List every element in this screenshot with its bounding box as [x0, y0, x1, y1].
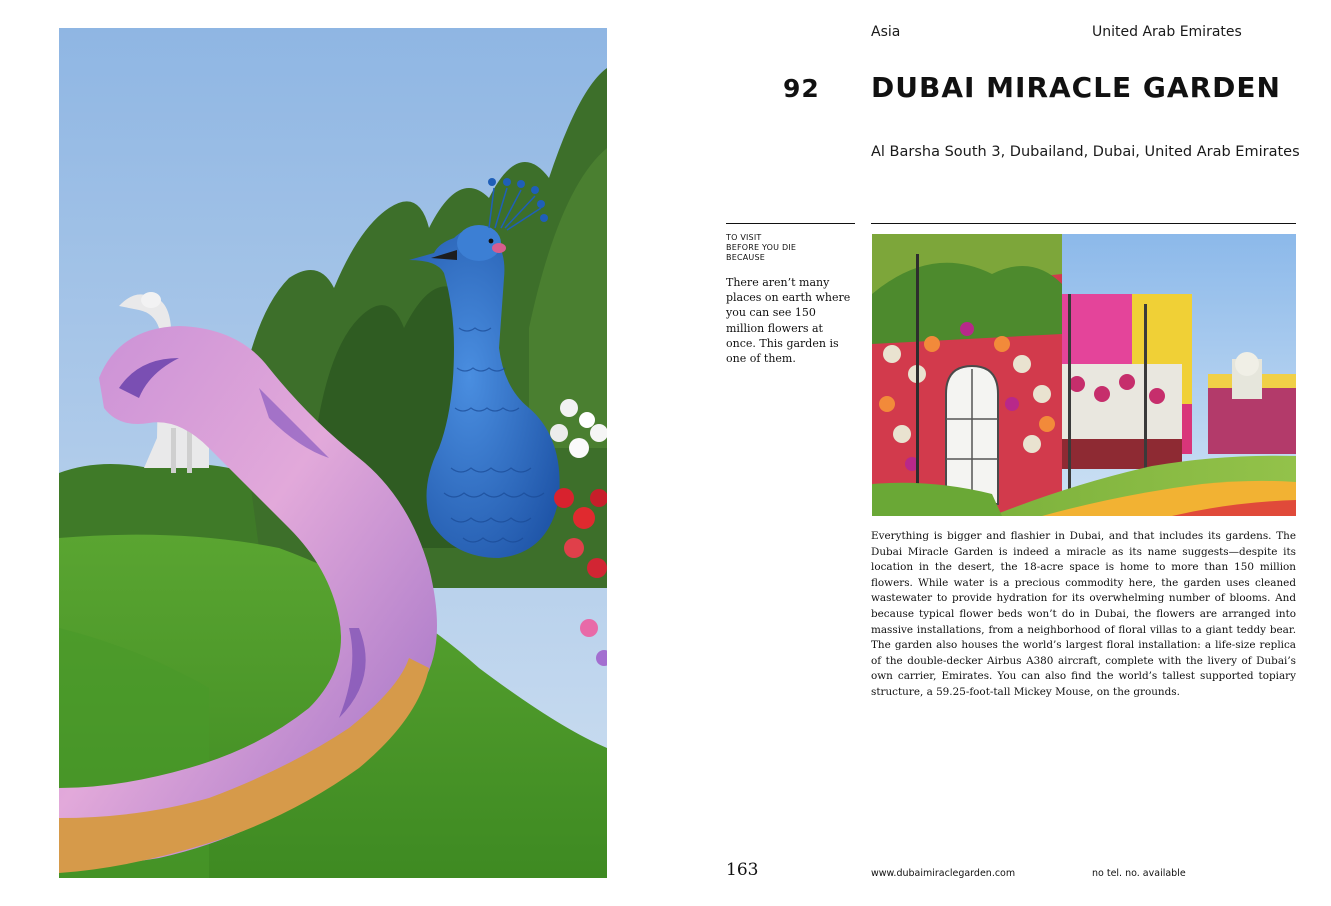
entry-number: 92 [783, 74, 820, 103]
main-divider [871, 223, 1296, 224]
phone-info: no tel. no. available [1092, 868, 1186, 879]
sidebar-label-line: TO VISIT [726, 233, 762, 242]
region-label: Asia [871, 24, 901, 40]
body-text: Everything is bigger and flashier in Dubai, and that includes its gardens. The Dubai Miracle Garden is indeed a miracle as its name suggests—despite its location in the desert, the 18-acre space is home to more than 150 million flowers. While water is a precious commodity here, the garden uses cleaned wastewater to provide hydration for its overwhelming number of blooms. And because typical flower beds won’t do in Dubai, the flowers are arranged into massive installations, from a neighborhood of floral villas to a giant teddy bear. The garden also houses the world’s largest floral installation: a life-size replica of the double-decker Airbus A380 aircraft, complete with the livery of Dubai’s own carrier, Emirates. You can also find the world’s tallest supported topiary structure, a 59.25-foot-tall Mickey Mouse, on the grounds. [871, 530, 1296, 698]
sidebar-label-line: BEFORE YOU DIE [726, 243, 797, 252]
website-link[interactable]: www.dubaimiraclegarden.com [871, 868, 1016, 879]
sidebar-label-line: BECAUSE [726, 253, 765, 262]
entry-address: Al Barsha South 3, Dubailand, Dubai, United Arab Emirates [871, 144, 1300, 160]
page-number: 163 [726, 860, 759, 880]
floral-villas-photo [872, 234, 1296, 516]
country-label: United Arab Emirates [1092, 24, 1242, 40]
entry-title: DUBAI MIRACLE GARDEN [871, 71, 1281, 104]
sidebar-divider [726, 223, 855, 224]
peacock-topiary-photo [59, 28, 607, 878]
sidebar-label [726, 233, 846, 263]
sidebar-text: There aren’t many places on earth where you can see 150 million flowers at once. This garden is one of them. [726, 276, 851, 366]
